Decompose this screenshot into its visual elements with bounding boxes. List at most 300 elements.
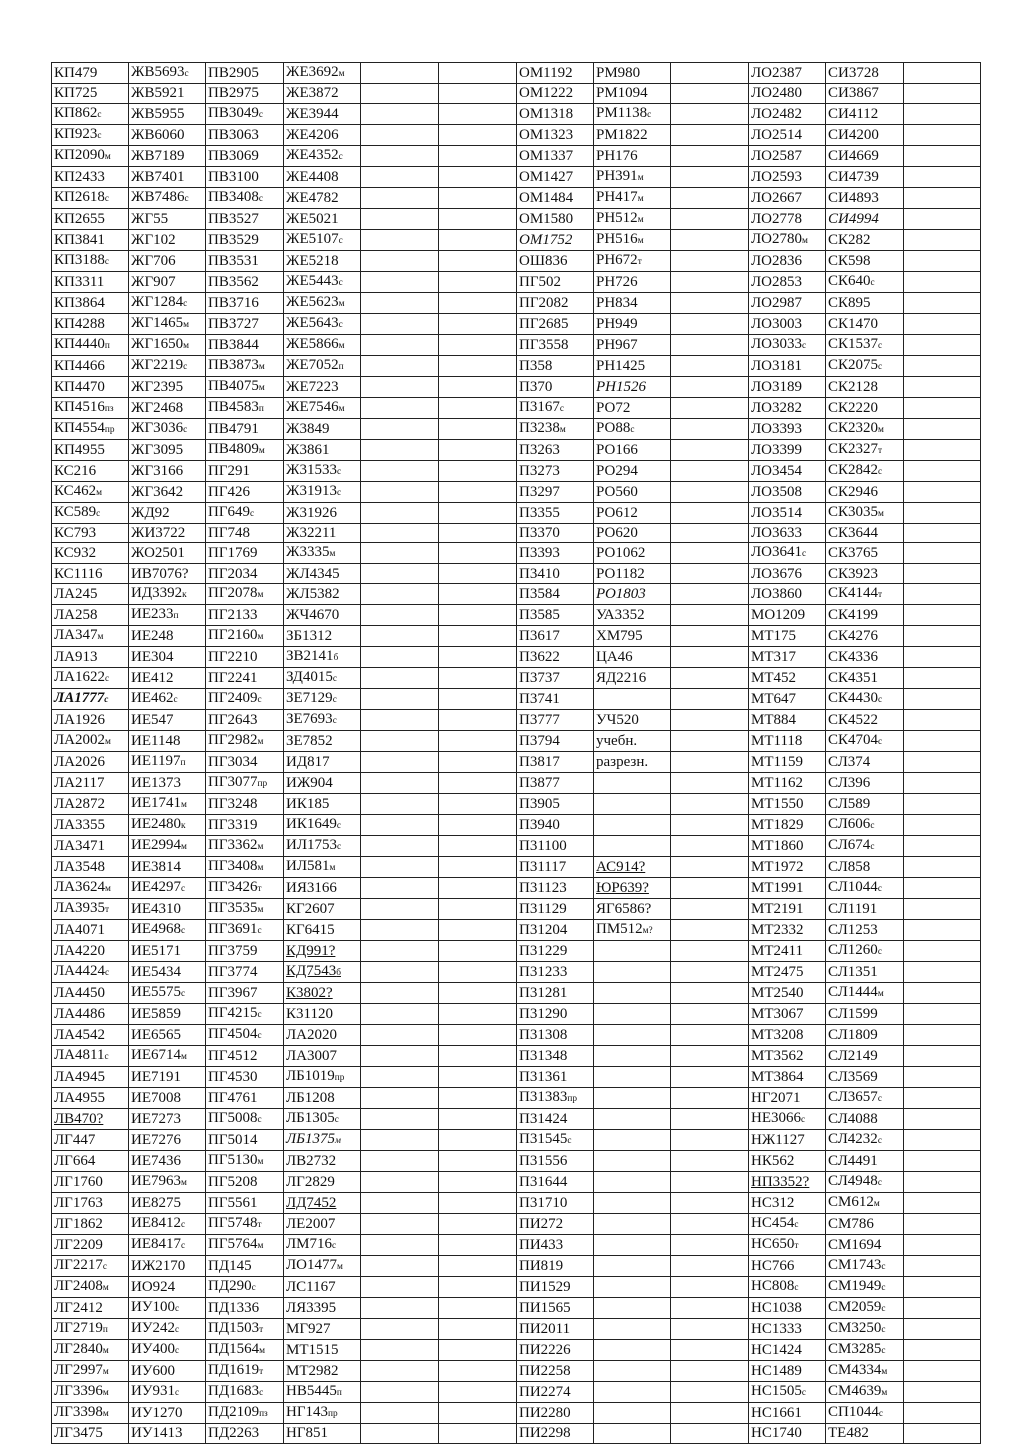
table-cell: СК1470	[826, 313, 904, 334]
table-cell: ЖВ7189	[129, 145, 206, 166]
table-cell: П31383пр	[517, 1088, 594, 1109]
table-cell	[439, 626, 517, 647]
table-cell	[671, 1403, 749, 1424]
table-cell: ЖГ3166	[129, 460, 206, 481]
table-cell: ПГ4530	[206, 1067, 284, 1088]
table-cell	[439, 355, 517, 376]
table-cell: ОШ836	[517, 250, 594, 271]
table-cell	[361, 63, 439, 84]
table-cell: РН176	[594, 145, 671, 166]
table-cell	[904, 962, 981, 983]
table-cell	[904, 1088, 981, 1109]
table-cell: ЛЯ3395	[284, 1298, 361, 1319]
table-cell: ПД2263	[206, 1424, 284, 1444]
table-cell: ЛА2872	[52, 794, 129, 815]
table-row	[52, 334, 981, 355]
table-cell	[439, 439, 517, 460]
table-cell	[904, 103, 981, 124]
table-cell: ПВ3562	[206, 271, 284, 292]
table-cell	[904, 481, 981, 502]
table-cell: СЛ2149	[826, 1046, 904, 1067]
table-row	[52, 63, 981, 84]
table-row	[52, 187, 981, 208]
table-cell: П31644	[517, 1172, 594, 1193]
table-cell: КД7543б	[284, 962, 361, 983]
table-cell: ЖЕ7546м	[284, 397, 361, 418]
table-row	[52, 229, 981, 250]
table-cell	[671, 1067, 749, 1088]
table-row	[52, 668, 981, 689]
table-cell: ИЕ2994м	[129, 836, 206, 857]
table-cell	[671, 502, 749, 523]
table-cell: ПВ3049с	[206, 103, 284, 124]
table-cell: СМ4334м	[826, 1361, 904, 1382]
table-cell: КП479	[52, 63, 129, 84]
table-cell: ЖЕ5623м	[284, 292, 361, 313]
table-cell: КС932	[52, 543, 129, 564]
table-cell: ПГ5208	[206, 1172, 284, 1193]
table-cell	[904, 1382, 981, 1403]
table-cell	[361, 1235, 439, 1256]
table-cell: ЛВ470?	[52, 1109, 129, 1130]
table-cell	[594, 1193, 671, 1214]
table-cell	[439, 103, 517, 124]
table-cell: ПИ2298	[517, 1424, 594, 1444]
table-cell	[904, 292, 981, 313]
table-cell: ПВ2975	[206, 84, 284, 104]
table-cell: КП4466	[52, 355, 129, 376]
table-cell: НЕ3066с	[749, 1109, 826, 1130]
table-cell: ЛБ1208	[284, 1088, 361, 1109]
table-row	[52, 1256, 981, 1277]
table-cell	[361, 941, 439, 962]
table-cell: ОМ1323	[517, 124, 594, 145]
table-cell: ОМ1752	[517, 229, 594, 250]
table-cell: Ж3861	[284, 439, 361, 460]
table-cell: КС793	[52, 523, 129, 543]
table-cell	[361, 1319, 439, 1340]
table-cell: ЛО2987	[749, 292, 826, 313]
table-cell	[671, 292, 749, 313]
table-cell	[361, 481, 439, 502]
table-cell: ПГ3967	[206, 983, 284, 1004]
table-cell: ПГ4512	[206, 1046, 284, 1067]
table-cell	[439, 418, 517, 439]
table-cell	[671, 878, 749, 899]
table-cell: ЛГ3396м	[52, 1382, 129, 1403]
table-cell: П3273	[517, 460, 594, 481]
table-cell: П31100	[517, 836, 594, 857]
table-cell: ЛО2778	[749, 208, 826, 229]
table-cell	[439, 1319, 517, 1340]
table-cell: КП2618с	[52, 187, 129, 208]
table-cell	[594, 689, 671, 710]
table-cell	[904, 502, 981, 523]
table-cell: П3905	[517, 794, 594, 815]
table-cell: НЖ1127	[749, 1130, 826, 1151]
table-cell	[904, 1151, 981, 1172]
table-cell: МТ1159	[749, 752, 826, 773]
table-cell	[671, 920, 749, 941]
table-cell: МТ1972	[749, 857, 826, 878]
table-cell: ОМ1427	[517, 166, 594, 187]
table-cell	[671, 84, 749, 104]
table-cell: МТ1162	[749, 773, 826, 794]
table-row	[52, 1382, 981, 1403]
table-cell	[439, 1256, 517, 1277]
table-cell	[439, 1130, 517, 1151]
table-cell: ЛГ2217с	[52, 1256, 129, 1277]
table-row	[52, 313, 981, 334]
table-cell: ИЯ3166	[284, 878, 361, 899]
table-cell: УА3352	[594, 605, 671, 626]
table-cell: ЛГ2408м	[52, 1277, 129, 1298]
table-cell: СК4351	[826, 668, 904, 689]
table-cell	[671, 1046, 749, 1067]
table-cell: СК3035м	[826, 502, 904, 523]
table-cell	[671, 481, 749, 502]
table-cell	[361, 271, 439, 292]
table-cell: ЖЛ4345	[284, 564, 361, 584]
table-cell: ЛО2836	[749, 250, 826, 271]
table-cell	[904, 668, 981, 689]
table-cell: ИД817	[284, 752, 361, 773]
table-cell: ПГ5764м	[206, 1235, 284, 1256]
table-cell: СЛ4088	[826, 1109, 904, 1130]
table-cell	[904, 334, 981, 355]
table-cell	[904, 84, 981, 104]
table-cell: ЛА3471	[52, 836, 129, 857]
table-cell: ПГ2982м	[206, 731, 284, 752]
table-cell: КП2090м	[52, 145, 129, 166]
table-cell	[439, 124, 517, 145]
table-cell	[439, 1382, 517, 1403]
table-cell: ИЖ904	[284, 773, 361, 794]
table-cell: ЛО3454	[749, 460, 826, 481]
table-cell: НК562	[749, 1151, 826, 1172]
table-cell: ЖЕ7223	[284, 376, 361, 397]
table-cell: СИ4739	[826, 166, 904, 187]
table-cell: ПГ3362м	[206, 836, 284, 857]
table-cell: ЛА258	[52, 605, 129, 626]
table-cell: РМ1822	[594, 124, 671, 145]
table-cell: ИЕ7191	[129, 1067, 206, 1088]
table-cell: СЛ1191	[826, 899, 904, 920]
table-cell	[904, 564, 981, 584]
table-cell: ЛМ716с	[284, 1235, 361, 1256]
table-cell	[904, 523, 981, 543]
table-cell	[361, 920, 439, 941]
table-cell: ПГ3774	[206, 962, 284, 983]
table-cell: ЖЕ7052п	[284, 355, 361, 376]
table-cell	[439, 857, 517, 878]
table-cell	[361, 1214, 439, 1235]
table-cell	[671, 605, 749, 626]
table-cell: учебн.	[594, 731, 671, 752]
table-cell: ЖГ3095	[129, 439, 206, 460]
table-cell: ЛО2593	[749, 166, 826, 187]
table-row	[52, 1172, 981, 1193]
table-cell: ЖЕ3944	[284, 103, 361, 124]
table-cell: СИ4112	[826, 103, 904, 124]
table-cell: Ж31913с	[284, 481, 361, 502]
table-cell	[361, 689, 439, 710]
table-cell: РН391м	[594, 166, 671, 187]
table-row	[52, 1424, 981, 1444]
table-cell: ЛА3355	[52, 815, 129, 836]
table-cell	[361, 460, 439, 481]
table-cell: ЖВ7401	[129, 166, 206, 187]
table-cell: ЖГ2219с	[129, 355, 206, 376]
table-cell: НП3352?	[749, 1172, 826, 1193]
table-cell: МТ2540	[749, 983, 826, 1004]
table-cell: КП3311	[52, 271, 129, 292]
table-row	[52, 899, 981, 920]
table-row	[52, 773, 981, 794]
table-cell	[904, 1235, 981, 1256]
table-cell: ИЕ6714м	[129, 1046, 206, 1067]
table-cell: МО1209	[749, 605, 826, 626]
table-cell	[361, 103, 439, 124]
table-cell	[439, 878, 517, 899]
table-cell: ПВ4791	[206, 418, 284, 439]
table-cell	[904, 1004, 981, 1025]
table-row	[52, 857, 981, 878]
table-cell	[594, 773, 671, 794]
table-cell	[671, 418, 749, 439]
table-cell	[671, 962, 749, 983]
table-cell: ИЕ1197п	[129, 752, 206, 773]
table-cell	[361, 1403, 439, 1424]
table-row	[52, 543, 981, 564]
table-cell: ТЕ482	[826, 1424, 904, 1444]
table-cell	[671, 63, 749, 84]
table-cell	[439, 334, 517, 355]
table-cell	[439, 1067, 517, 1088]
table-cell	[594, 1025, 671, 1046]
table-cell	[439, 481, 517, 502]
table-cell: СЛ396	[826, 773, 904, 794]
table-cell	[904, 1277, 981, 1298]
table-cell: ЛА4071	[52, 920, 129, 941]
table-cell	[439, 166, 517, 187]
table-cell: ЛВ2732	[284, 1151, 361, 1172]
table-cell: МТ1991	[749, 878, 826, 899]
table-cell: СК282	[826, 229, 904, 250]
table-cell	[439, 983, 517, 1004]
table-cell: ЛА1622с	[52, 668, 129, 689]
table-cell: НС766	[749, 1256, 826, 1277]
table-cell	[671, 899, 749, 920]
table-cell: СЛ1260с	[826, 941, 904, 962]
table-cell	[439, 1361, 517, 1382]
table-cell: ЛГ3475	[52, 1424, 129, 1444]
table-cell: ПД1503т	[206, 1319, 284, 1340]
table-cell	[671, 668, 749, 689]
table-cell: НС1661	[749, 1403, 826, 1424]
table-cell	[361, 1298, 439, 1319]
table-row	[52, 397, 981, 418]
table-cell: ПГ502	[517, 271, 594, 292]
table-cell: СЛ858	[826, 857, 904, 878]
table-cell: ИУ931с	[129, 1382, 206, 1403]
table-cell: ПГ3535м	[206, 899, 284, 920]
table-cell: ПИ819	[517, 1256, 594, 1277]
table-cell: СК4144т	[826, 584, 904, 605]
table-cell: ЛА3935т	[52, 899, 129, 920]
table-cell: П3737	[517, 668, 594, 689]
table-cell: ПГ2160м	[206, 626, 284, 647]
table-cell: ЛГ1760	[52, 1172, 129, 1193]
table-cell	[671, 1424, 749, 1444]
table-cell	[671, 376, 749, 397]
table-cell: ЖЕ5643с	[284, 313, 361, 334]
table-cell: МТ3208	[749, 1025, 826, 1046]
table-cell: ПИ2226	[517, 1340, 594, 1361]
table-cell: ПГ3426т	[206, 878, 284, 899]
table-cell: ПГ4215с	[206, 1004, 284, 1025]
table-row	[52, 166, 981, 187]
table-cell: СЛ3657с	[826, 1088, 904, 1109]
table-cell	[904, 731, 981, 752]
table-cell: П3617	[517, 626, 594, 647]
table-cell	[439, 145, 517, 166]
table-cell	[439, 1172, 517, 1193]
table-cell	[361, 397, 439, 418]
table-cell: ПД1564м	[206, 1340, 284, 1361]
table-cell: СМ786	[826, 1214, 904, 1235]
table-cell: ПД290с	[206, 1277, 284, 1298]
table-cell	[671, 103, 749, 124]
table-cell: КП4288	[52, 313, 129, 334]
table-cell	[671, 1088, 749, 1109]
table-cell	[594, 1256, 671, 1277]
table-cell	[439, 1151, 517, 1172]
table-cell	[904, 1403, 981, 1424]
table-cell	[904, 460, 981, 481]
table-cell: ПГ1769	[206, 543, 284, 564]
table-cell: МТ175	[749, 626, 826, 647]
table-cell: КС216	[52, 460, 129, 481]
table-cell: СК2220	[826, 397, 904, 418]
table-cell	[594, 1172, 671, 1193]
table-row	[52, 1151, 981, 1172]
table-cell: ЯД2216	[594, 668, 671, 689]
table-cell	[361, 815, 439, 836]
table-cell: ЛО3033с	[749, 334, 826, 355]
table-cell: ИУ400с	[129, 1340, 206, 1361]
table-cell	[439, 584, 517, 605]
table-cell	[361, 1277, 439, 1298]
table-cell	[671, 250, 749, 271]
table-cell: ЖЕ3872	[284, 84, 361, 104]
table-cell	[671, 1025, 749, 1046]
table-cell	[904, 626, 981, 647]
table-cell	[439, 543, 517, 564]
table-cell: ЖГ55	[129, 208, 206, 229]
table-cell: СЛ4491	[826, 1151, 904, 1172]
table-cell	[594, 1067, 671, 1088]
table-cell: МТ3864	[749, 1067, 826, 1088]
table-cell: ЖГ1650м	[129, 334, 206, 355]
table-cell: СК1537с	[826, 334, 904, 355]
table-cell	[361, 208, 439, 229]
table-cell: ЖЛ5382	[284, 584, 361, 605]
table-cell: СК895	[826, 292, 904, 313]
table-cell: МТ884	[749, 710, 826, 731]
table-cell	[904, 1067, 981, 1088]
table-cell	[671, 1151, 749, 1172]
table-cell	[361, 1424, 439, 1444]
table-cell: ПИ1529	[517, 1277, 594, 1298]
table-cell: СК4336	[826, 647, 904, 668]
table-cell	[439, 1004, 517, 1025]
table-cell	[361, 1130, 439, 1151]
table-cell: П31281	[517, 983, 594, 1004]
table-cell: ЛО3508	[749, 481, 826, 502]
table-cell	[439, 1403, 517, 1424]
table-cell: ЛО2853	[749, 271, 826, 292]
table-cell: П3263	[517, 439, 594, 460]
table-cell	[361, 187, 439, 208]
table-cell: ПГ2133	[206, 605, 284, 626]
table-cell: ОМ1222	[517, 84, 594, 104]
table-cell: СК3765	[826, 543, 904, 564]
table-cell: ЛД7452	[284, 1193, 361, 1214]
table-cell: П31424	[517, 1109, 594, 1130]
table-cell: ЛО3860	[749, 584, 826, 605]
table-cell	[904, 920, 981, 941]
table-cell: ЗЕ7852	[284, 731, 361, 752]
table-cell: ПГ2210	[206, 647, 284, 668]
table-cell: СЛ1809	[826, 1025, 904, 1046]
table-cell: ОМ1580	[517, 208, 594, 229]
table-row	[52, 983, 981, 1004]
table-cell: ЛА4424с	[52, 962, 129, 983]
table-row	[52, 84, 981, 104]
table-cell: П31710	[517, 1193, 594, 1214]
table-cell: ЖЕ4408	[284, 166, 361, 187]
table-cell: ЛО3393	[749, 418, 826, 439]
table-cell	[671, 439, 749, 460]
table-row	[52, 647, 981, 668]
table-cell: ПГ649с	[206, 502, 284, 523]
table-cell	[361, 145, 439, 166]
table-cell: ИЕ304	[129, 647, 206, 668]
table-cell	[361, 292, 439, 313]
table-cell: ЖВ5955	[129, 103, 206, 124]
table-cell	[361, 584, 439, 605]
table-cell: КС1116	[52, 564, 129, 584]
table-cell	[594, 1214, 671, 1235]
table-row	[52, 626, 981, 647]
table-cell: ЛГ2840м	[52, 1340, 129, 1361]
table-cell	[594, 941, 671, 962]
table-cell: АС914?	[594, 857, 671, 878]
table-cell: КП2655	[52, 208, 129, 229]
table-cell: ПГ5130м	[206, 1151, 284, 1172]
table-row	[52, 1193, 981, 1214]
table-cell: ЛГ1862	[52, 1214, 129, 1235]
table-cell: ИУ242с	[129, 1319, 206, 1340]
table-cell: ИЕ5859	[129, 1004, 206, 1025]
table-cell: ЛО2587	[749, 145, 826, 166]
table-cell	[671, 543, 749, 564]
table-row	[52, 250, 981, 271]
table-cell: ЖЕ4206	[284, 124, 361, 145]
table-row	[52, 941, 981, 962]
table-cell	[439, 1340, 517, 1361]
